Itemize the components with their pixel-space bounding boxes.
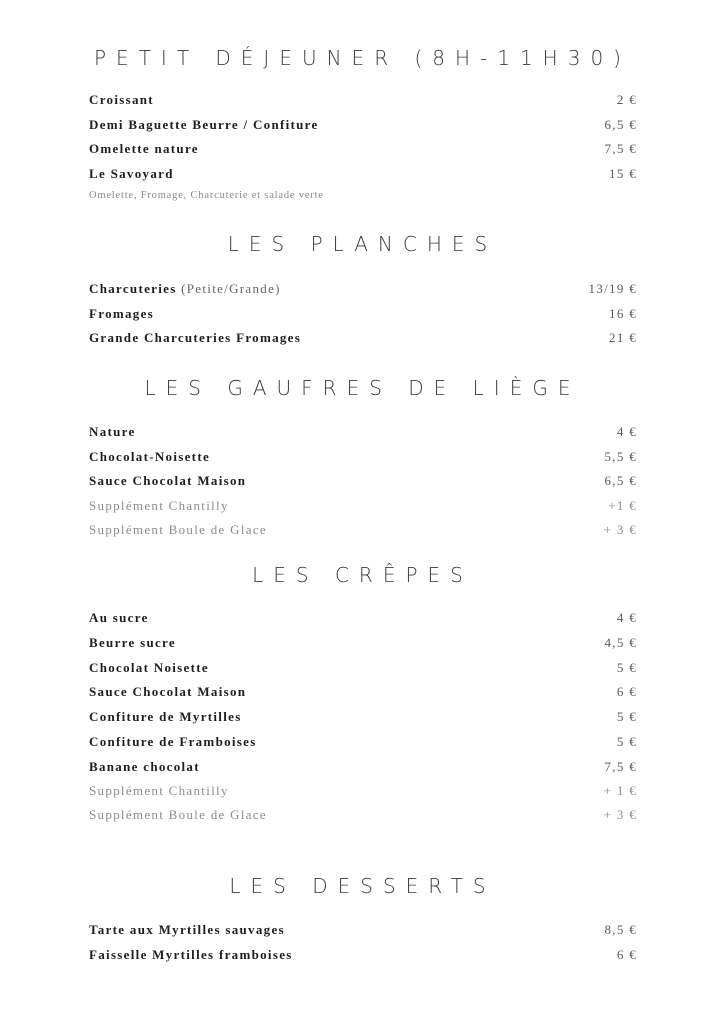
item-price: + 3 € [603, 522, 637, 537]
item-price: + 1 € [603, 783, 637, 798]
section-title-planches: LES PLANCHES [227, 232, 498, 256]
item-name-suffix: (Petite/Grande) [181, 281, 281, 296]
section-title-gaufres: LES GAUFRES DE LIÈGE [144, 376, 581, 400]
item-name-main: Charcuteries [89, 281, 177, 296]
item-name: Chocolat Noisette [89, 660, 209, 675]
item-price: 7,5 € [604, 141, 637, 156]
menu-item-faisselle [89, 945, 637, 965]
item-name: Supplément Boule de Glace [89, 522, 267, 537]
item-name: Faisselle Myrtilles framboises [89, 947, 293, 962]
item-name: Omelette nature [89, 141, 199, 156]
item-price: +1 € [608, 498, 637, 513]
item-price: 6 € [616, 947, 637, 962]
item-name: Nature [89, 424, 136, 439]
item-name: Confiture de Framboises [89, 734, 257, 749]
item-price: 5 € [616, 660, 637, 675]
item-name: Au sucre [89, 610, 149, 625]
item-name: Confiture de Myrtilles [89, 709, 242, 724]
item-name: Sauce Chocolat Maison [89, 473, 247, 488]
item-price: 16 € [609, 306, 637, 321]
item-name: Chocolat-Noisette [89, 449, 211, 464]
item-price: 8,5 € [604, 922, 637, 937]
item-price: 15 € [609, 166, 637, 181]
section-title-petit-dejeuner: PETIT DÉJEUNER (8H-11H30) [94, 46, 631, 70]
menu-item-crepe-au-sucre [89, 608, 637, 628]
menu-item-omelette-nature [89, 139, 637, 159]
menu-item-crepe-confiture-framboises [89, 732, 637, 752]
item-name [89, 281, 281, 297]
menu-item-fromages [89, 304, 637, 324]
item-name: Beurre sucre [89, 635, 176, 650]
menu-item-crepe-beurre-sucre [89, 633, 637, 653]
menu-item-le-savoyard [89, 164, 637, 184]
section-title-crepes: LES CRÊPES [252, 563, 473, 587]
item-price: 6,5 € [604, 117, 637, 132]
item-price: 6,5 € [604, 473, 637, 488]
item-name: Sauce Chocolat Maison [89, 684, 247, 699]
item-name: Grande Charcuteries Fromages [89, 330, 302, 345]
item-price: 21 € [609, 330, 637, 345]
menu-item-gaufre-supplement-chantilly [89, 496, 637, 516]
menu-item-gaufre-sauce-chocolat [89, 471, 637, 491]
item-price: 2 € [616, 92, 637, 107]
menu-item-crepe-banane-chocolat [89, 757, 637, 777]
item-price: 5,5 € [604, 449, 637, 464]
item-price: 6 € [616, 684, 637, 699]
menu-item-grande-charcuteries-fromages [89, 328, 637, 348]
item-price: + 3 € [603, 807, 637, 822]
menu-item-crepe-supplement-chantilly [89, 781, 637, 801]
item-name: Supplément Chantilly [89, 498, 229, 513]
item-price: 4 € [616, 424, 637, 439]
item-price: 13/19 € [588, 281, 637, 296]
item-price: 7,5 € [604, 759, 637, 774]
menu-item-demi-baguette [89, 115, 637, 135]
item-price: 5 € [616, 734, 637, 749]
menu-item-gaufre-chocolat-noisette [89, 447, 637, 467]
item-name: Supplément Chantilly [89, 783, 229, 798]
menu-item-gaufre-nature [89, 422, 637, 442]
savoyard-description: Omelette, Fromage, Charcuterie et salade verte [89, 190, 324, 201]
item-name: Banane chocolat [89, 759, 200, 774]
item-price: 4,5 € [604, 635, 637, 650]
menu-item-crepe-sauce-chocolat [89, 682, 637, 702]
item-name: Le Savoyard [89, 166, 174, 181]
item-price: 5 € [616, 709, 637, 724]
item-name: Supplément Boule de Glace [89, 807, 267, 822]
item-name: Croissant [89, 92, 154, 107]
menu-item-charcuteries [89, 279, 637, 299]
menu-item-gaufre-supplement-glace [89, 520, 637, 540]
item-name: Tarte aux Myrtilles sauvages [89, 922, 285, 937]
item-name: Demi Baguette Beurre / Confiture [89, 117, 319, 132]
menu-item-crepe-supplement-glace [89, 805, 637, 825]
menu-item-croissant [89, 90, 637, 110]
menu-item-tarte-myrtilles [89, 920, 637, 940]
menu-item-crepe-chocolat-noisette [89, 658, 637, 678]
menu-item-crepe-confiture-myrtilles [89, 707, 637, 727]
item-price: 4 € [616, 610, 637, 625]
section-title-desserts: LES DESSERTS [229, 874, 496, 898]
item-name: Fromages [89, 306, 155, 321]
